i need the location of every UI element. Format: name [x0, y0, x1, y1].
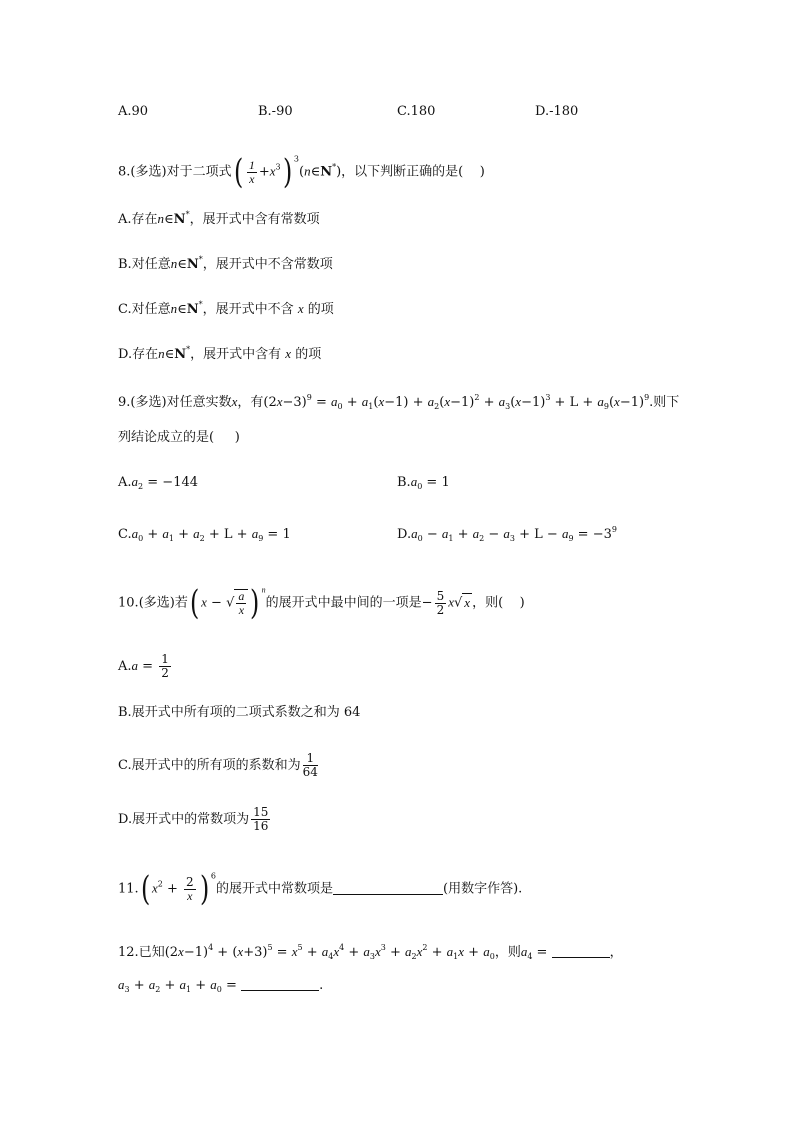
q8-stem: 8.(多选)对于二项式( $\frac{1}{x}$ $+x^3$) $^3$(n∈N*)，以下判断正确的是( ): [118, 152, 485, 192]
q11-stem: 11.( $x^2$ + $\frac{2}{x}$ ) $^6$的展开式中常数项是 (用数字作答).: [118, 869, 523, 909]
q7-option-c: C.180: [397, 104, 436, 119]
q9-option-c: $C.a_0 + a_1 + a_2 + L + a_9 = 1$: [118, 526, 291, 543]
q10-option-d: D.展开式中的常数项为 $\frac{15}{16}$: [118, 805, 269, 833]
q9-option-a: $A.a_2 = -144$: [118, 474, 199, 491]
q9-stem-line2: 列结论成立的是( ): [118, 430, 240, 445]
q12-answer-blank-1[interactable]: [552, 957, 610, 958]
q10-option-c: C.展开式中的所有项的系数和为 $\frac{1}{64}$: [118, 751, 318, 779]
q8-option-d: D.存在n∈N*，展开式中含有 x 的项: [118, 345, 322, 362]
q12-answer-blank-2[interactable]: [241, 990, 319, 991]
q8-option-c: C.对任意n∈N*，展开式中不含 x 的项: [118, 300, 334, 317]
q9-option-b: $B.a_0 = 1$: [397, 474, 450, 491]
q11-answer-blank[interactable]: [333, 894, 443, 895]
q12-stem-line2: $a_3 + a_2 + a_1 + a_0$ = .: [118, 977, 324, 994]
q7-option-a: A.90: [118, 104, 149, 119]
q8-option-b: B.对任意n∈N*，展开式中不含常数项: [118, 255, 333, 272]
q7-option-b: B.-90: [258, 104, 293, 119]
q10-option-b: B.展开式中所有项的二项式系数之和为 64: [118, 705, 361, 720]
q12-stem: 12.已知$(2x-1)^4 + (x+3)^5 = x^5 + a_4x^4 + a_3x^3 + a_2x^2 + a_1x + a_0$，则$a_4$ = ，: [118, 943, 623, 961]
q10-stem: 10.(多选)若( x − √ $\frac{a}{x}$ ) $^n$的展开式中最中间的一项是− $\frac{5}{2}$ x√ x ，则( ): [118, 583, 525, 623]
q8-option-a: A.存在n∈N*，展开式中含有常数项: [118, 210, 320, 227]
q10-option-a: A.a = $\frac{1}{2}$: [118, 652, 169, 680]
q9-option-d: $D.a_0 - a_1 + a_2 - a_3 + L - a_9 = -3^9$: [397, 525, 617, 543]
q9-stem: 9.(多选)对任意实数x，有$(2x-3)^9 = a_0 + a_1(x-1) + a_2(x-1)^2 + a_3(x-1)^3 + L + a_9(x-1)^9$.则下: [118, 393, 680, 411]
q7-option-d: D.-180: [535, 104, 579, 119]
